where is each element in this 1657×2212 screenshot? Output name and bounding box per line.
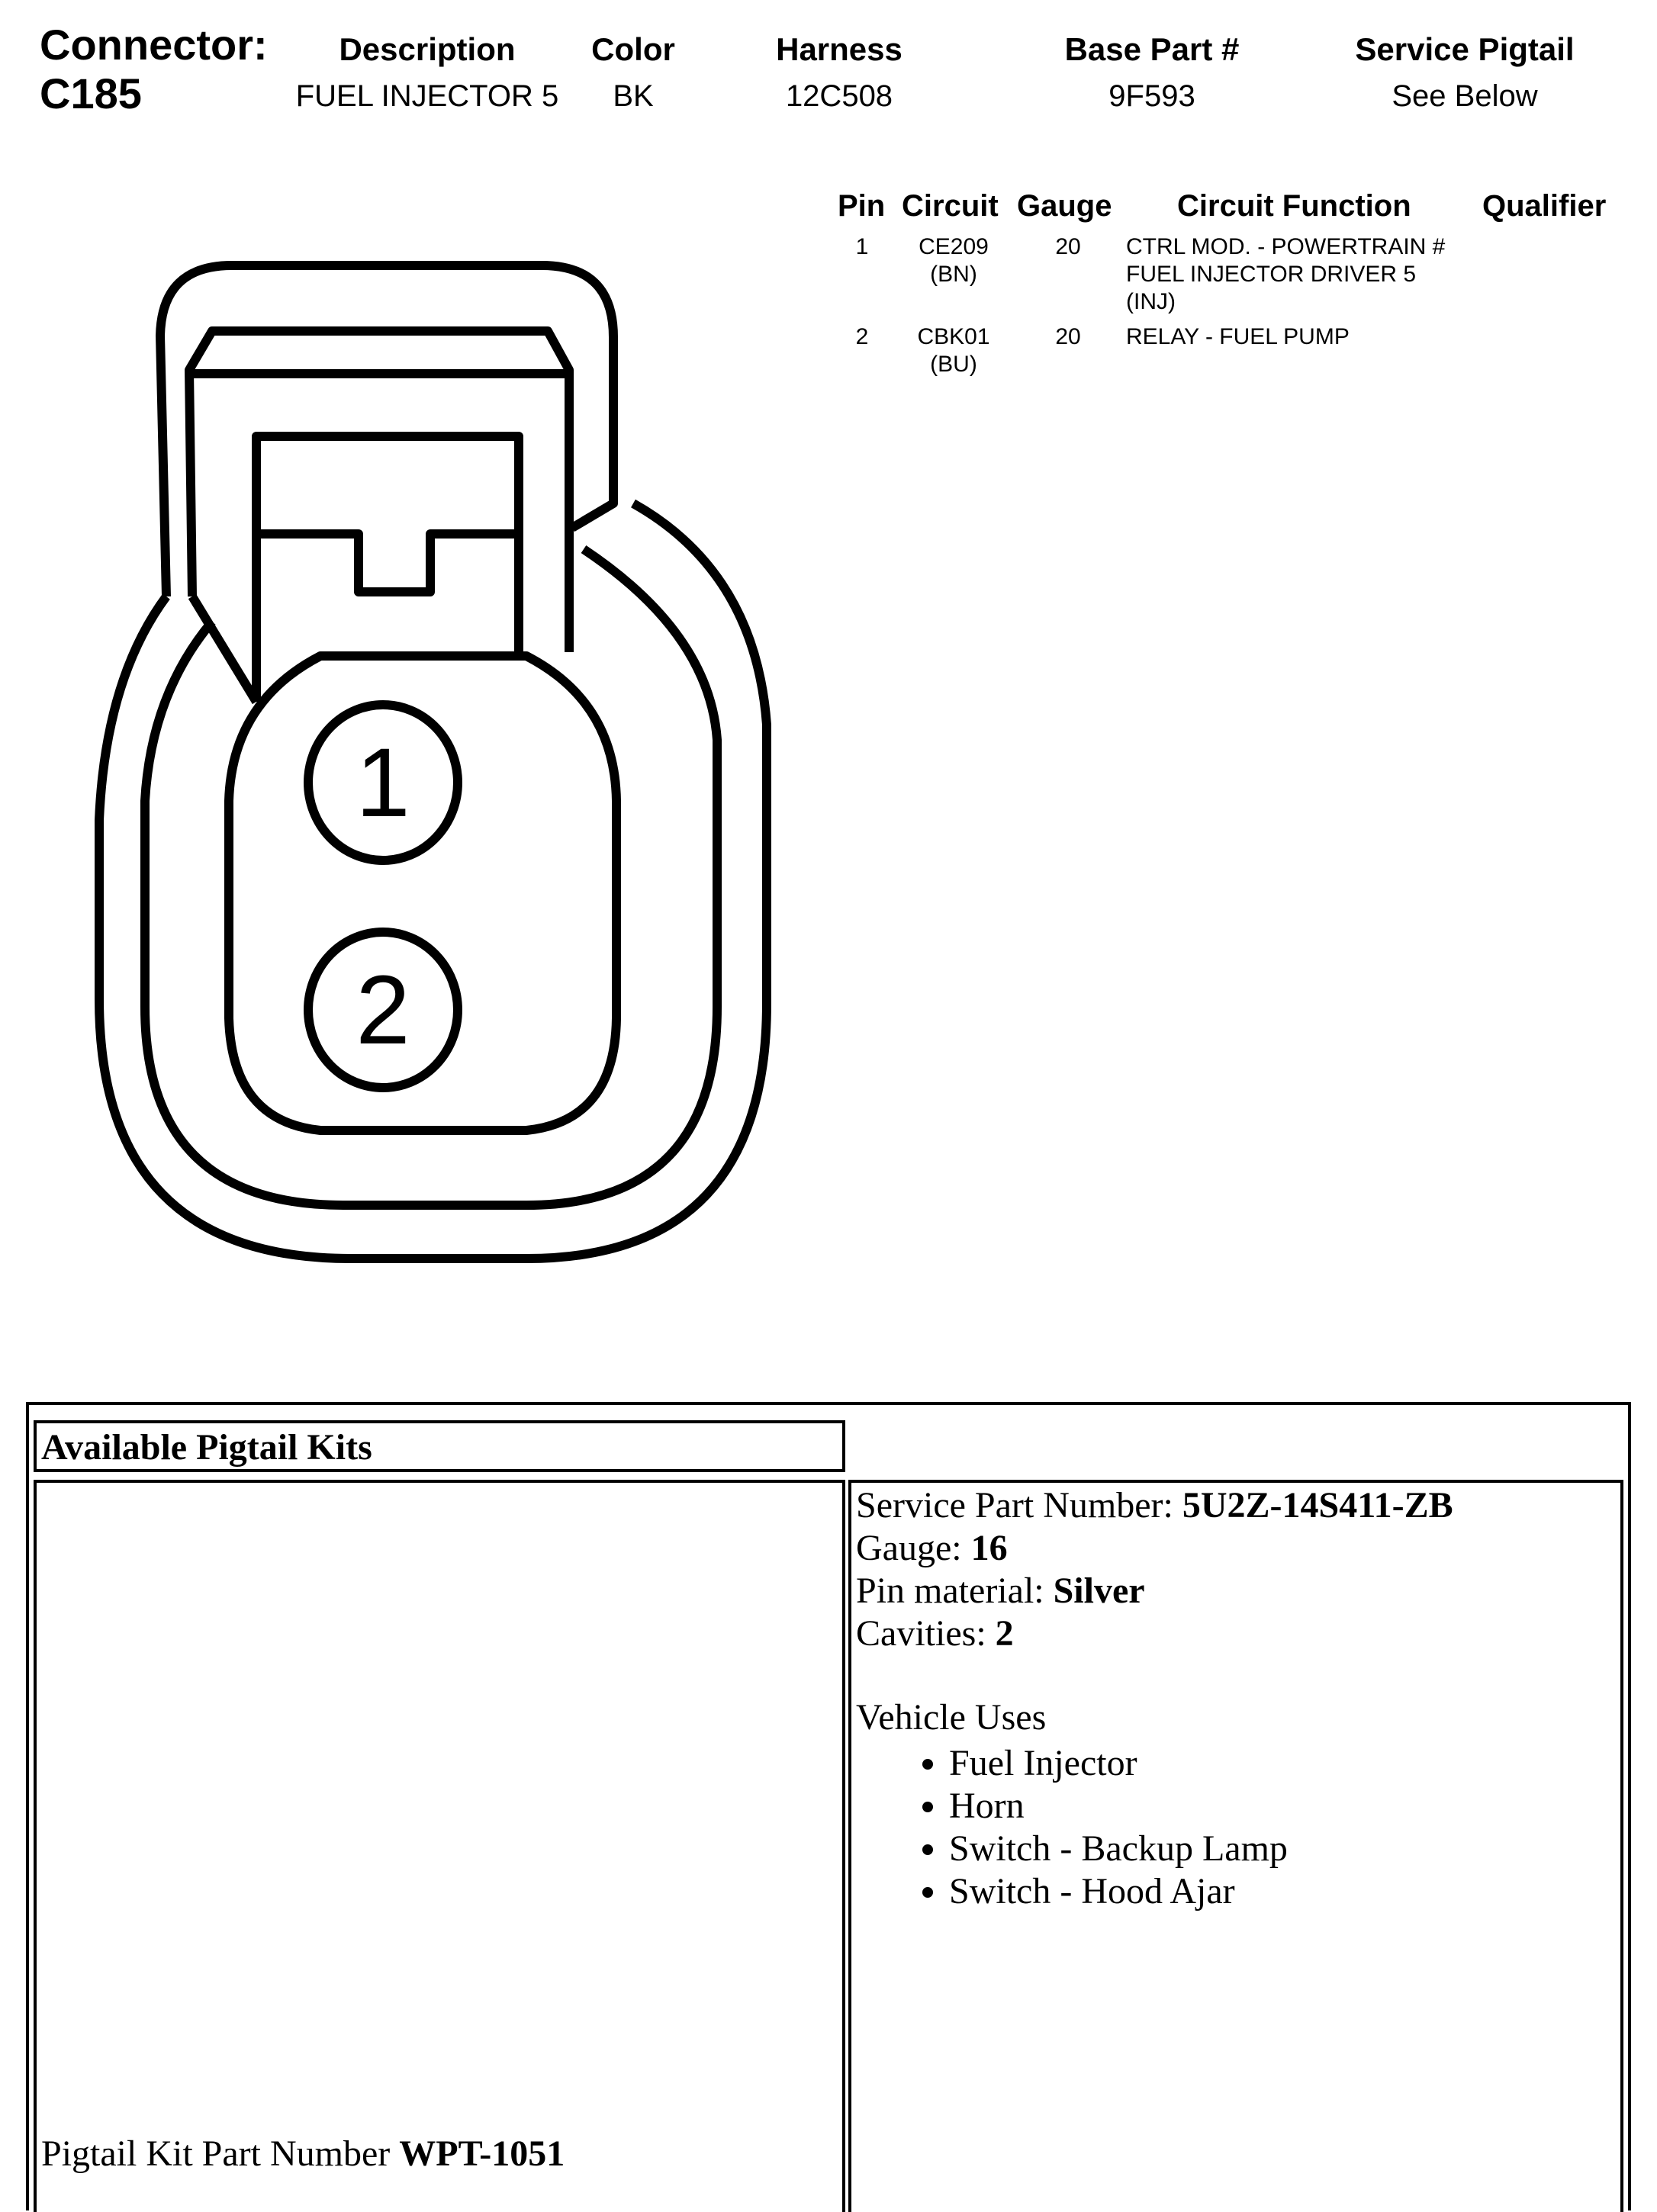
- list-item: • Fuel Injector: [949, 1742, 1288, 1785]
- spec-label: Service Part Number:: [856, 1485, 1182, 1526]
- connector-id: C185: [40, 69, 142, 117]
- header-base-part-value: 9F593: [1108, 79, 1195, 113]
- spec-value: Silver: [1053, 1571, 1145, 1611]
- circuit-id: CBK01: [917, 324, 990, 349]
- pin-table-header-circuit-function: Circuit Function: [1177, 189, 1411, 223]
- pigtail-title-cell: [34, 1420, 845, 1472]
- pin-number: 2: [855, 324, 869, 349]
- circuit-function-line: CTRL MOD. - POWERTRAIN #: [1126, 234, 1446, 259]
- vehicle-uses-list: [851, 1742, 1288, 1913]
- vehicle-uses-label: Vehicle Uses: [856, 1697, 1047, 1738]
- header-service-pigtail-label: Service Pigtail: [1355, 31, 1575, 67]
- pin-number: 1: [855, 234, 869, 259]
- spec-pin-material: [856, 1570, 1145, 1612]
- header-harness-value: 12C508: [785, 79, 893, 113]
- header-harness-label: Harness: [776, 31, 903, 67]
- lock-tab-diagonal: [192, 596, 256, 702]
- connector-face-diagram: [69, 252, 786, 1289]
- lock-tab-frame: [189, 331, 569, 652]
- latch-housing-outline: [160, 265, 613, 596]
- circuit-function-line: (INJ): [1126, 289, 1176, 314]
- list-item: • Switch - Hood Ajar: [949, 1870, 1288, 1913]
- header-description-value: FUEL INJECTOR 5: [295, 79, 559, 113]
- spec-value: 5U2Z-14S411-ZB: [1182, 1485, 1453, 1526]
- connector-label: Connector:: [40, 21, 268, 69]
- circuit-color: (BU): [930, 352, 977, 377]
- pin-cavity-body: [229, 656, 616, 1130]
- pigtail-image-cell: [34, 1480, 845, 2212]
- wire-gauge: 20: [1055, 234, 1081, 259]
- center-latch: [256, 436, 519, 702]
- header-description-label: Description: [339, 31, 516, 67]
- spec-label: Pin material:: [856, 1571, 1054, 1611]
- spec-label: Cavities:: [856, 1613, 996, 1654]
- spec-service-part: [856, 1484, 1453, 1527]
- pin-table-header-qualifier: Qualifier: [1482, 189, 1607, 223]
- pigtail-kit-part-number: [41, 2133, 565, 2175]
- pin-table-header-pin: Pin: [838, 189, 886, 223]
- spec-value: 16: [970, 1528, 1008, 1568]
- spec-value: 2: [995, 1613, 1014, 1654]
- pigtail-spec-cell: [848, 1480, 1623, 2212]
- header-color-label: Color: [591, 31, 675, 67]
- header-base-part-label: Base Part #: [1064, 31, 1240, 67]
- wire-gauge: 20: [1055, 324, 1081, 349]
- pin-table-header-circuit: Circuit: [902, 189, 999, 223]
- list-item: • Horn: [949, 1785, 1288, 1828]
- spec-cavities: [856, 1612, 1014, 1655]
- pin-table-header-gauge: Gauge: [1017, 189, 1112, 223]
- circuit-function-line: RELAY - FUEL PUMP: [1126, 324, 1350, 349]
- pin-2-label: 2: [356, 956, 410, 1065]
- kit-part-value: WPT-1051: [399, 2133, 565, 2174]
- kit-part-label: Pigtail Kit Part Number: [41, 2133, 400, 2174]
- list-item: • Switch - Backup Lamp: [949, 1828, 1288, 1870]
- spec-label: Gauge:: [856, 1528, 971, 1568]
- spec-gauge: [856, 1527, 1008, 1570]
- latch-notch: [256, 534, 519, 592]
- pigtail-title: Available Pigtail Kits: [41, 1427, 372, 1468]
- circuit-color: (BN): [930, 262, 977, 287]
- header-color-value: BK: [613, 79, 654, 113]
- pin-1-label: 1: [356, 728, 410, 838]
- circuit-id: CE209: [919, 234, 989, 259]
- header-service-pigtail-value: See Below: [1392, 79, 1538, 113]
- circuit-function-line: FUEL INJECTOR DRIVER 5: [1126, 262, 1417, 287]
